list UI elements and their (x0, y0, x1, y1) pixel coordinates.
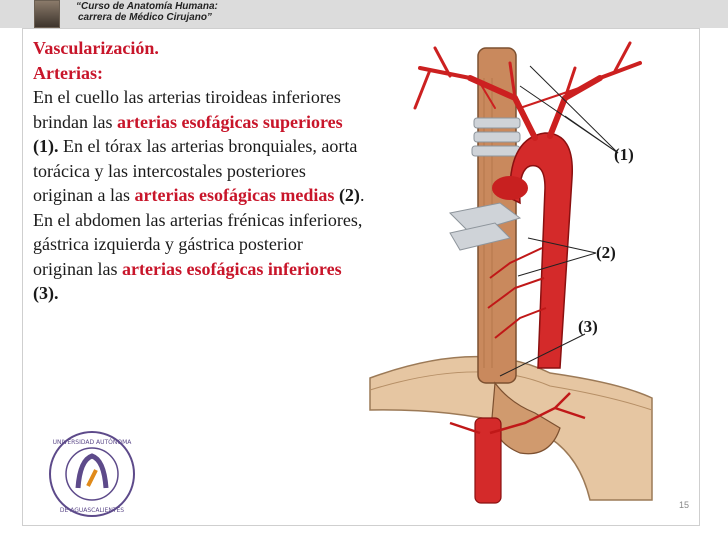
highlight-medias: arterias esofágicas medias (134, 185, 335, 205)
slide-paragraph (33, 85, 365, 306)
neck-arteries (415, 43, 640, 138)
course-title (76, 1, 218, 23)
svg-text:UNIVERSIDAD AUTÓNOMA: UNIVERSIDAD AUTÓNOMA (52, 439, 132, 446)
esophagus-arteries-illustration (360, 38, 660, 508)
text-segment: . En el abdomen las arterias frénicas inferiores, gástrica izquierda y gástrica posterior originan las (33, 185, 365, 279)
ref-3: (3). (33, 283, 59, 303)
ref-1: (1). (33, 136, 59, 156)
slide-title: Vascularización. (33, 38, 159, 58)
callout-label-2: (2) (596, 243, 616, 262)
header-portrait-image (34, 0, 60, 28)
text-segment: En el cuello las arterias tiroideas inferiores brindan las (33, 87, 341, 132)
highlight-superior: arterias esofágicas superiores (116, 111, 343, 132)
slide-body (33, 36, 365, 306)
text-segment: En el tórax las arterias bronquiales, aorta torácica y las intercostales posteriores originan a las (33, 136, 358, 205)
highlight-inferiores: arterias esofágicas inferiores (121, 258, 342, 279)
aortic-arch (510, 133, 572, 368)
university-seal-logo (48, 430, 136, 518)
callout-label-1: (1) (614, 145, 634, 164)
ref-2: (2) (334, 185, 360, 205)
course-title-line1: “Curso de Anatomía Humana: (76, 1, 218, 12)
slide-subtitle: Arterias: (33, 62, 103, 83)
page-number: 15 (679, 500, 690, 510)
svg-text:DE AGUASCALIENTES: DE AGUASCALIENTES (59, 507, 125, 514)
callout-label-3: (3) (578, 317, 598, 336)
course-title-line2: carrera de Médico Cirujano” (78, 12, 212, 23)
